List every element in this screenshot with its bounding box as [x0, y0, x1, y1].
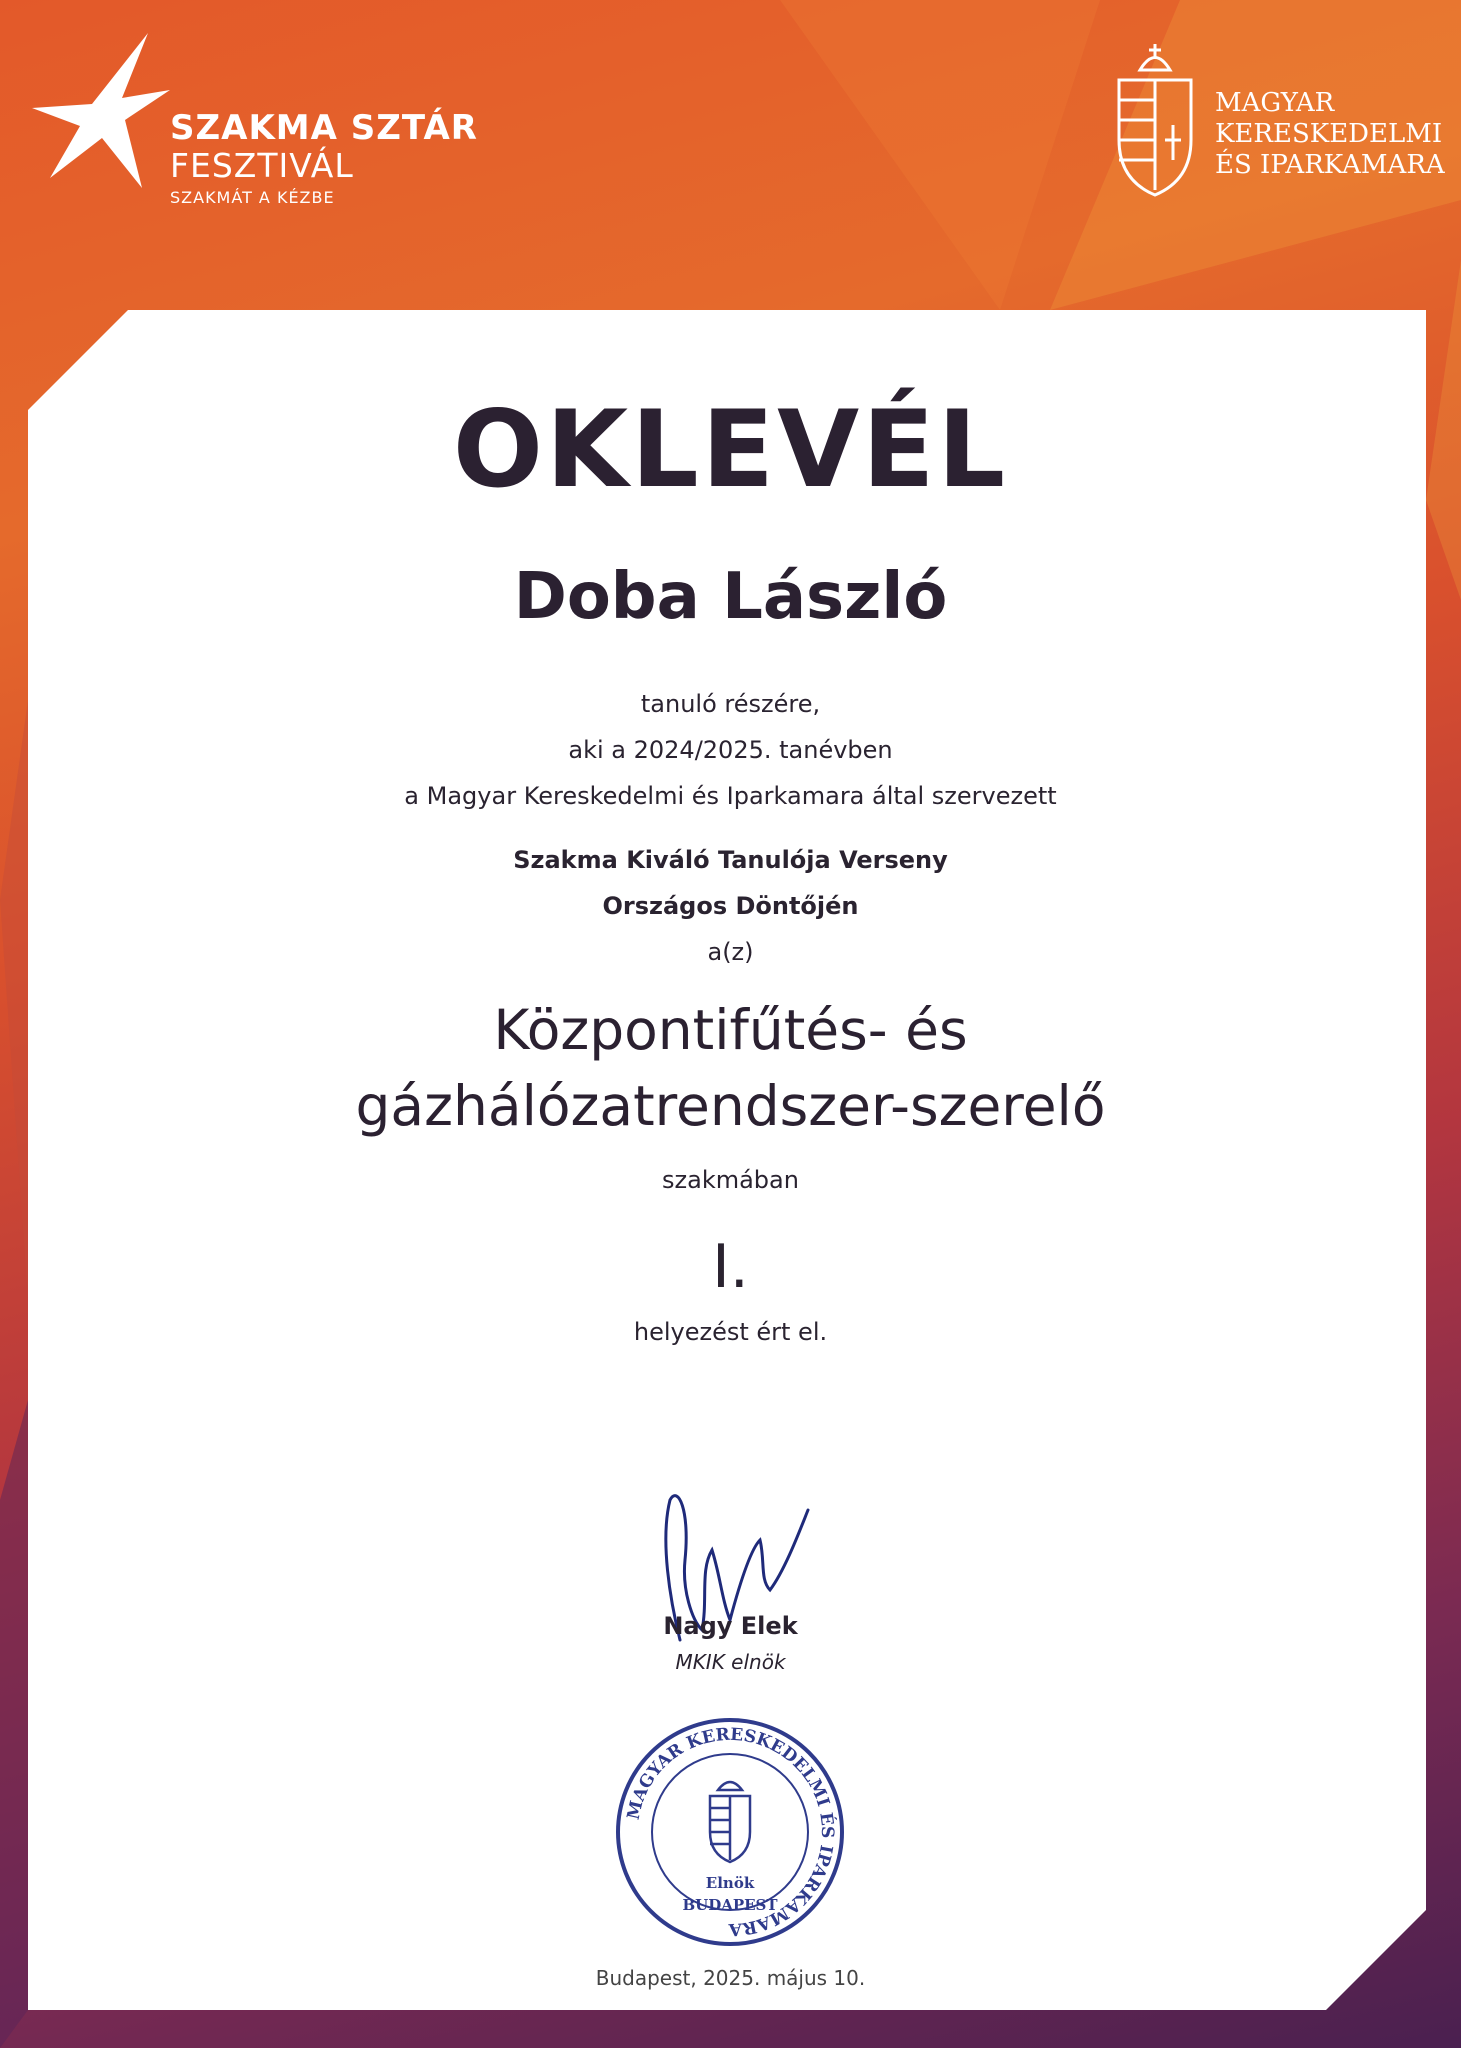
official-seal-stamp — [610, 1712, 850, 1952]
seal-inner-bottom: BUDAPEST — [682, 1896, 778, 1914]
trade-suffix: szakmában — [662, 1166, 799, 1194]
festival-logo — [30, 28, 478, 208]
star-brush-icon — [30, 28, 170, 208]
trade-name-line2: gázhálózatrendszer-szerelő — [355, 1074, 1106, 1138]
chamber-name — [1215, 88, 1445, 181]
competition-round: Országos Döntőjén — [602, 892, 859, 920]
chamber-name-line2: KERESKEDELMI — [1215, 119, 1443, 149]
organizer-line: a Magyar Kereskedelmi és Iparkamara által szervezett — [404, 782, 1057, 810]
recipient-role-line: tanuló részére, — [640, 690, 821, 718]
certificate-title: OKLEVÉL — [452, 388, 1009, 511]
chamber-name-line1: MAGYAR — [1215, 88, 1335, 118]
competition-name: Szakma Kiváló Tanulója Verseny — [513, 846, 948, 874]
achievement-line: helyezést ért el. — [633, 1318, 828, 1346]
festival-name-line2: FESZTIVÁL — [170, 146, 354, 185]
recipient-name: Doba László — [513, 560, 948, 634]
issue-date: Budapest, 2025. május 10. — [595, 1966, 866, 1990]
svg-text:MAGYAR KERESKEDELMI ÉS IPARKAM: MAGYAR KERESKEDELMI ÉS IPARKAMARA — [623, 1724, 838, 1940]
coat-of-arms-icon — [1105, 40, 1205, 200]
seal-inner-top: Elnök — [705, 1874, 755, 1892]
signature-image — [630, 1480, 830, 1670]
festival-tagline: SZAKMÁT A KÉZBE — [170, 188, 335, 207]
chamber-name-line3: ÉS IPARKAMARA — [1215, 150, 1445, 180]
article-line: a(z) — [707, 938, 754, 966]
trade-name-line1: Központifűtés- és — [493, 998, 968, 1062]
school-year-line: aki a 2024/2025. tanévben — [568, 736, 893, 764]
festival-name-line1: SZAKMA SZTÁR — [170, 108, 478, 148]
chamber-logo — [1105, 40, 1445, 200]
signatory-role: MKIK elnök — [675, 1650, 786, 1674]
placement: I. — [712, 1232, 749, 1302]
signatory-name: Nagy Elek — [663, 1612, 798, 1640]
